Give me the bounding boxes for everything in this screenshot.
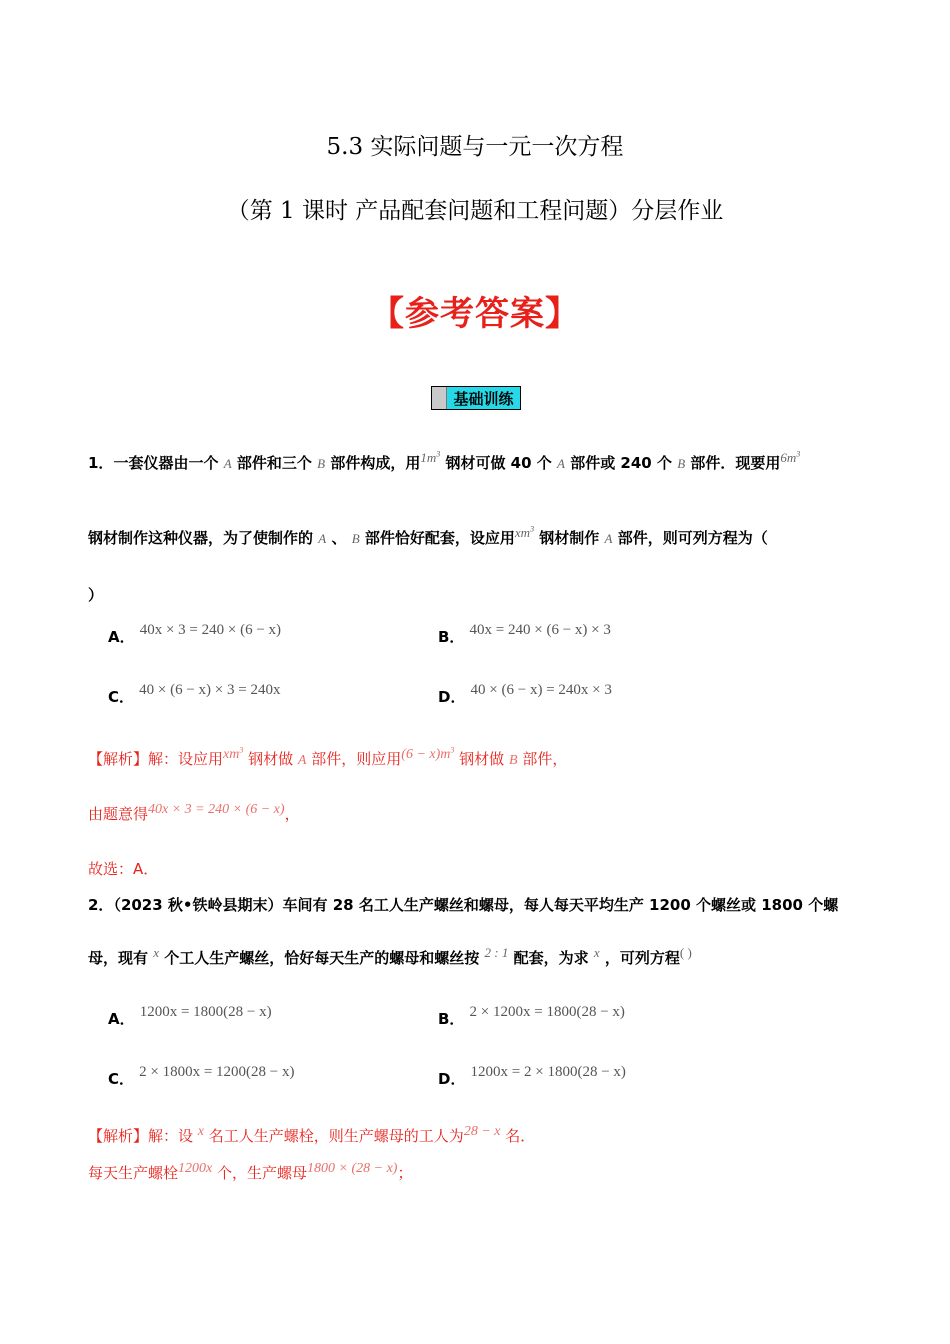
solution-text: ， (284, 805, 300, 823)
solution-text: 个，生产螺母 (217, 1164, 308, 1182)
solution-text: 【解析】解：设应用 (88, 750, 224, 768)
q1-line-2 (88, 524, 768, 548)
option-formula: 40x = 240 × (6 − x) × 3 (469, 622, 611, 638)
solution-math: 28 − x (463, 1124, 501, 1139)
q1-text: 部件和三个 (236, 454, 312, 472)
solution-text: 名． (505, 1127, 536, 1145)
q2-line-1 (88, 894, 838, 915)
option-formula: 1200x = 2 × 1800(28 − x) (470, 1064, 626, 1080)
q1-line-3: ） (88, 586, 104, 604)
title-line-1: 5.3 实际问题与一元一次方程 (326, 134, 624, 160)
q2-text: 个工人生产螺丝，恰好每天生产的螺母和螺丝按 (164, 949, 480, 967)
option-label: B． (438, 1010, 465, 1028)
q1-math-B: B (677, 456, 686, 471)
solution-math: x (197, 1124, 205, 1139)
solution-math-xm: xm (223, 747, 240, 762)
q1-math-B: B (317, 456, 326, 471)
q1-text: 部件或 240 个 (570, 454, 672, 472)
q1-math-A: A (557, 456, 565, 471)
q1-math-xm: xm (514, 525, 531, 540)
solution-math (223, 747, 243, 762)
solution-text: 【解析】解：设 (88, 1127, 194, 1145)
cube-superscript: 3 (450, 745, 455, 755)
solution-math-6x: (6 − x)m (401, 747, 451, 762)
option-label: A． (108, 1010, 135, 1028)
answer-heading: 【参考答案】 (370, 294, 580, 334)
q2-blank-paren: ( ) (679, 945, 692, 960)
q1-text: 、 (331, 529, 347, 547)
q1-text: 部件，则可列方程为（ (617, 529, 768, 547)
q1-number: 1． (88, 454, 114, 472)
q2-option-c[interactable] (108, 1060, 295, 1088)
q1-option-b[interactable] (438, 618, 611, 646)
q1-math-6m3 (780, 450, 800, 465)
solution-math: 1800 × (28 − x) (307, 1161, 398, 1176)
option-label: D． (438, 1070, 466, 1088)
q2-text: ，可列方程 (604, 949, 680, 967)
q1-math-1m3 (420, 450, 440, 465)
solution-text: 每天生产螺栓 (88, 1164, 179, 1182)
cube-superscript: 3 (796, 449, 801, 459)
q1-math-xm3 (515, 525, 534, 540)
option-label: C． (108, 688, 135, 706)
option-label: A． (108, 628, 135, 646)
option-formula: 1200x = 1800(28 − x) (139, 1004, 272, 1020)
option-label: B． (438, 628, 465, 646)
q2-option-b[interactable] (438, 1000, 625, 1028)
q1-option-a[interactable] (108, 618, 282, 646)
q2-option-a[interactable] (108, 1000, 272, 1028)
q2-option-d[interactable] (438, 1060, 626, 1088)
solution-math (401, 747, 454, 762)
q2-solution-line-2 (88, 1162, 412, 1183)
cube-superscript: 3 (530, 524, 535, 534)
solution-text: 部件，则应用 (311, 750, 402, 768)
option-formula: 40x × 3 = 240 × (6 − x) (139, 622, 282, 638)
q1-math-B: B (351, 531, 360, 546)
q1-text: 钢材可做 40 个 (445, 454, 552, 472)
q2-math-ratio: 2 : 1 (484, 945, 509, 960)
solution-math: B (508, 753, 518, 768)
q1-math-1m: 1m (420, 450, 437, 465)
option-label: D． (438, 688, 466, 706)
q2-solution-line-1 (88, 1125, 535, 1146)
q1-option-d[interactable] (438, 678, 612, 706)
q1-math-A: A (223, 456, 232, 471)
q1-solution-line-1 (88, 745, 568, 769)
section-label-box (431, 386, 521, 410)
q1-math-A: A (604, 531, 613, 546)
q2-number: 2． (88, 896, 114, 914)
solution-text: 部件， (522, 750, 568, 768)
option-formula: 40 × (6 − x) = 240x × 3 (470, 682, 612, 698)
section-label: 基础训练 (453, 389, 514, 408)
solution-math: 1200x (178, 1161, 213, 1176)
q1-text: 部件恰好配套，设应用 (364, 529, 515, 547)
cube-superscript: 3 (436, 449, 441, 459)
q2-text: （2023 秋•铁岭县期末）车间有 28 名工人生产螺丝和螺母，每人每天平均生产 1200 个螺丝或 1800 个螺 (113, 896, 839, 914)
solution-text: ； (397, 1164, 413, 1182)
q2-text: 母，现有 (88, 949, 149, 967)
q1-option-c[interactable] (108, 678, 281, 706)
q1-line-1 (88, 449, 801, 473)
solution-math: 40x × 3 = 240 × (6 − x) (148, 802, 285, 817)
title-line-2: （第 1 课时 产品配套问题和工程问题）分层作业 (226, 198, 724, 224)
q1-solution-line-3: 故选：A． (88, 860, 159, 878)
cube-superscript: 3 (239, 745, 244, 755)
q1-text: 部件．现要用 (690, 454, 781, 472)
option-label: C． (108, 1070, 135, 1088)
solution-text: 钢材做 (248, 750, 294, 768)
q1-math-A: A (318, 531, 327, 546)
q1-text: 一套仪器由一个 (113, 454, 219, 472)
solution-text: 钢材做 (459, 750, 505, 768)
solution-text: 由题意得 (88, 805, 149, 823)
q1-text: 钢材制作这种仪器，为了使制作的 (88, 529, 314, 547)
option-formula: 2 × 1800x = 1200(28 − x) (139, 1064, 295, 1080)
section-label-shade (432, 387, 447, 409)
q1-math-6m: 6m (780, 450, 797, 465)
q2-text: 配套，为求 (513, 949, 589, 967)
solution-text: 名工人生产螺栓，则生产螺母的工人为 (208, 1127, 464, 1145)
option-formula: 40 × (6 − x) × 3 = 240x (139, 682, 281, 698)
q2-math-x: x (153, 945, 160, 960)
q1-solution-line-2 (88, 803, 300, 824)
q2-math-x: x (593, 945, 600, 960)
q2-line-2 (88, 947, 692, 968)
option-formula: 2 × 1200x = 1800(28 − x) (469, 1004, 625, 1020)
q1-text: 部件构成，用 (330, 454, 421, 472)
q1-text: 钢材制作 (539, 529, 600, 547)
solution-math: A (297, 753, 307, 768)
